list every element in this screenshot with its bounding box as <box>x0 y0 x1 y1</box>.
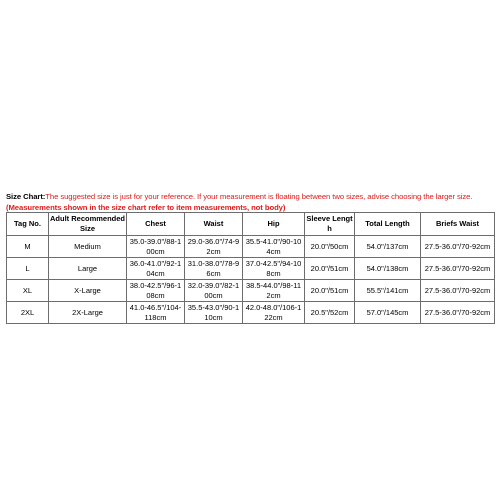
cell-tag: XL <box>7 280 49 302</box>
size-table <box>6 212 495 324</box>
size-note: The suggested size is just for your reference. If your measurement is floating between two sizes, advise choosing the larger size. <box>45 192 473 201</box>
cell-waist: 29.0-36.0"/74-92cm <box>185 236 243 258</box>
cell-sleeve: 20.5"/52cm <box>305 302 355 324</box>
cell-briefs-waist: 27.5-36.0"/70-92cm <box>421 280 495 302</box>
header-hip: Hip <box>243 213 305 236</box>
cell-briefs-waist: 27.5-36.0"/70-92cm <box>421 302 495 324</box>
size-chart-label: Size Chart: <box>6 192 46 201</box>
cell-briefs-waist: 27.5-36.0"/70-92cm <box>421 258 495 280</box>
table-row <box>7 258 495 280</box>
cell-total-length: 55.5"/141cm <box>355 280 421 302</box>
cell-hip: 42.0-48.0"/106-122cm <box>243 302 305 324</box>
cell-waist: 32.0-39.0"/82-100cm <box>185 280 243 302</box>
cell-chest: 35.0-39.0"/88-100cm <box>127 236 185 258</box>
table-row <box>7 280 495 302</box>
cell-sleeve: 20.0"/51cm <box>305 280 355 302</box>
cell-hip: 35.5-41.0"/90-104cm <box>243 236 305 258</box>
cell-waist: 35.5-43.0"/90-110cm <box>185 302 243 324</box>
header-tag-no: Tag No. <box>7 213 49 236</box>
header-chest: Chest <box>127 213 185 236</box>
cell-size: X-Large <box>49 280 127 302</box>
header-adult-recommended-size: Adult Recommended Size <box>49 213 127 236</box>
table-row <box>7 302 495 324</box>
cell-chest: 38.0-42.5"/96-108cm <box>127 280 185 302</box>
cell-hip: 38.5-44.0"/98-112cm <box>243 280 305 302</box>
cell-sleeve: 20.0"/51cm <box>305 258 355 280</box>
cell-total-length: 54.0"/137cm <box>355 236 421 258</box>
header-sleeve-length: Sleeve Length <box>305 213 355 236</box>
cell-waist: 31.0-38.0"/78-96cm <box>185 258 243 280</box>
cell-tag: 2XL <box>7 302 49 324</box>
cell-sleeve: 20.0"/50cm <box>305 236 355 258</box>
cell-chest: 36.0-41.0"/92-104cm <box>127 258 185 280</box>
cell-chest: 41.0-46.5"/104-118cm <box>127 302 185 324</box>
cell-total-length: 54.0"/138cm <box>355 258 421 280</box>
cell-tag: M <box>7 236 49 258</box>
cell-total-length: 57.0"/145cm <box>355 302 421 324</box>
header-total-length: Total Length <box>355 213 421 236</box>
cell-size: 2X-Large <box>49 302 127 324</box>
header-waist: Waist <box>185 213 243 236</box>
table-header-row <box>7 213 495 236</box>
cell-hip: 37.0-42.5"/94-108cm <box>243 258 305 280</box>
cell-size: Large <box>49 258 127 280</box>
cell-tag: L <box>7 258 49 280</box>
cell-size: Medium <box>49 236 127 258</box>
header-briefs-waist: Briefs Waist <box>421 213 495 236</box>
cell-briefs-waist: 27.5-36.0"/70-92cm <box>421 236 495 258</box>
measurement-note: (Measurements shown in the size chart refer to item measurements, not body) <box>6 203 286 213</box>
size-chart-intro <box>6 191 494 213</box>
table-row <box>7 236 495 258</box>
